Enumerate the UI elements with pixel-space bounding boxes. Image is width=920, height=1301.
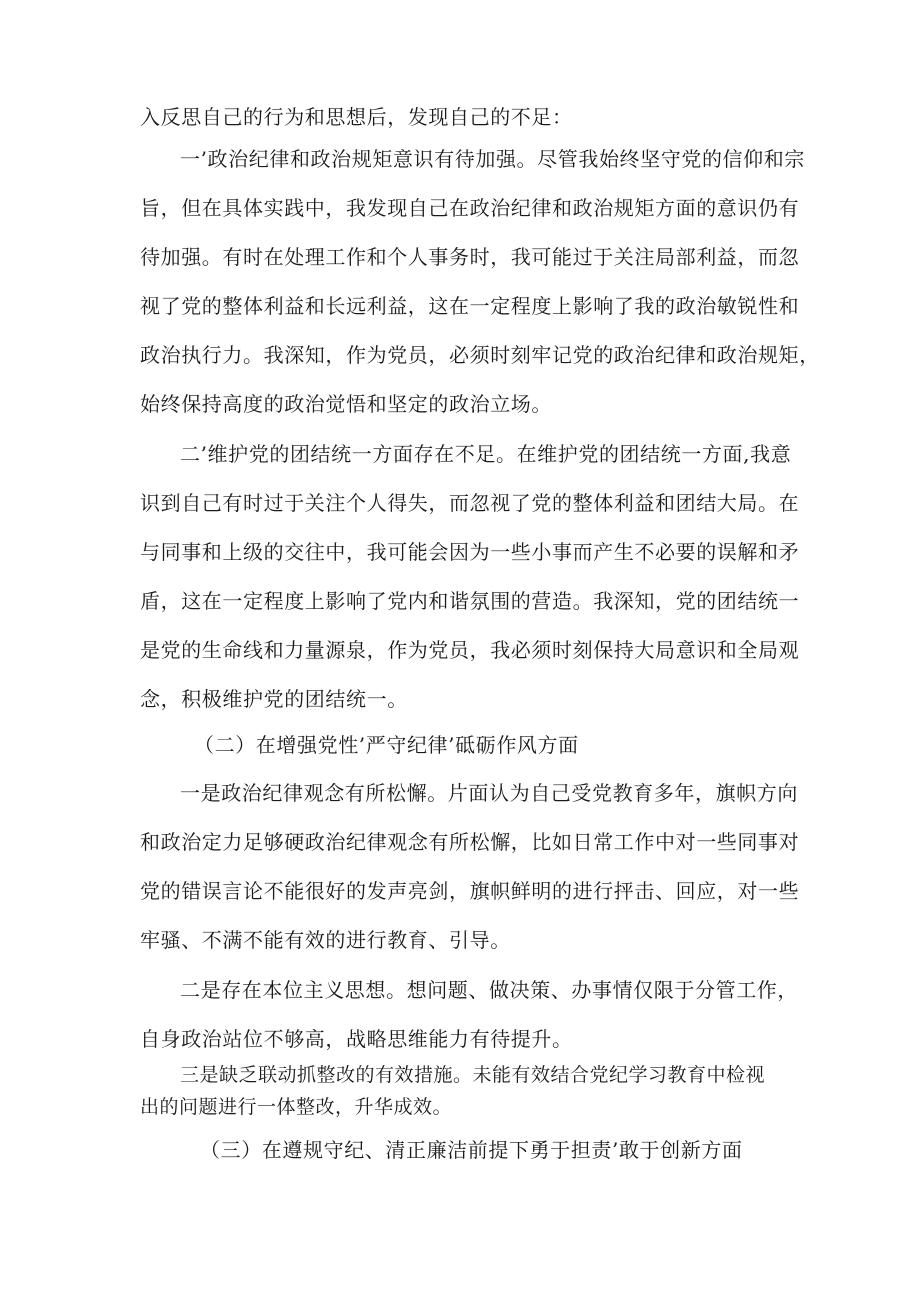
text-line: 始终保持高度的政治觉悟和坚定的政治立场。 xyxy=(140,392,552,416)
section-heading: （三）在遵规守纪、清正廉洁前提下勇于担责’敢于创新方面 xyxy=(200,1138,743,1162)
text-line: 一是政治纪律观念有所松懈。片面认为自己受党教育多年，旗帜方向 xyxy=(180,781,798,805)
text-line: 党的错误言论不能很好的发声亮剑，旗帜鲜明的进行抨击、回应，对一些 xyxy=(140,879,800,903)
text-line: 盾，这在一定程度上影响了党内和谐氛围的营造。我深知，党的团结统一 xyxy=(140,589,800,613)
text-line: 出的问题进行一体整改，升华成效。 xyxy=(140,1096,453,1118)
text-line: 牢骚、不满不能有效的进行教育、引导。 xyxy=(140,928,511,952)
text-line: 待加强。有时在处理工作和个人事务时，我可能过于关注局部利益，而忽 xyxy=(140,245,800,269)
text-line: 和政治定力足够硬政治纪律观念有所松懈，比如日常工作中对一些同事对 xyxy=(140,830,800,854)
text-line: 念，积极维护党的团结统一。 xyxy=(140,687,408,711)
text-line: 政治执行力。我深知，作为党员，必须时刻牢记党的政治纪律和政治规矩， xyxy=(140,343,820,367)
text-line: 二是存在本位主义思想。想问题、做决策、办事情仅限于分管工作， xyxy=(180,978,798,1002)
text-line: 识到自己有时过于关注个人得失，而忽视了党的整体利益和团结大局。在 xyxy=(140,491,800,515)
text-line: 是党的生命线和力量源泉，作为党员，我必须时刻保持大局意识和全局观 xyxy=(140,638,800,662)
text-line: 三是缺乏联动抓整改的有效措施。未能有效结合党纪学习教育中检视 xyxy=(180,1064,766,1086)
text-line: 与同事和上级的交往中，我可能会因为一些小事而产生不必要的误解和矛 xyxy=(140,540,800,564)
text-line: 视了党的整体利益和长远利益，这在一定程度上影响了我的政治敏锐性和 xyxy=(140,294,800,318)
text-line: 二’维护党的团结统一方面存在不足。在维护党的团结统一方面,我意 xyxy=(180,442,792,466)
text-line: 一’政治纪律和政治规矩意识有待加强。尽管我始终坚守党的信仰和宗 xyxy=(180,147,805,171)
section-heading: （二）在增强党性’严守纪律’砥砺作风方面 xyxy=(194,733,579,757)
text-line: 旨，但在具体实践中，我发现自己在政治纪律和政治规矩方面的意识仍有 xyxy=(140,196,800,220)
text-line: 入反思自己的行为和思想后，发现自己的不足： xyxy=(140,105,573,129)
text-line: 自身政治站位不够高，战略思维能力有待提升。 xyxy=(140,1027,573,1051)
